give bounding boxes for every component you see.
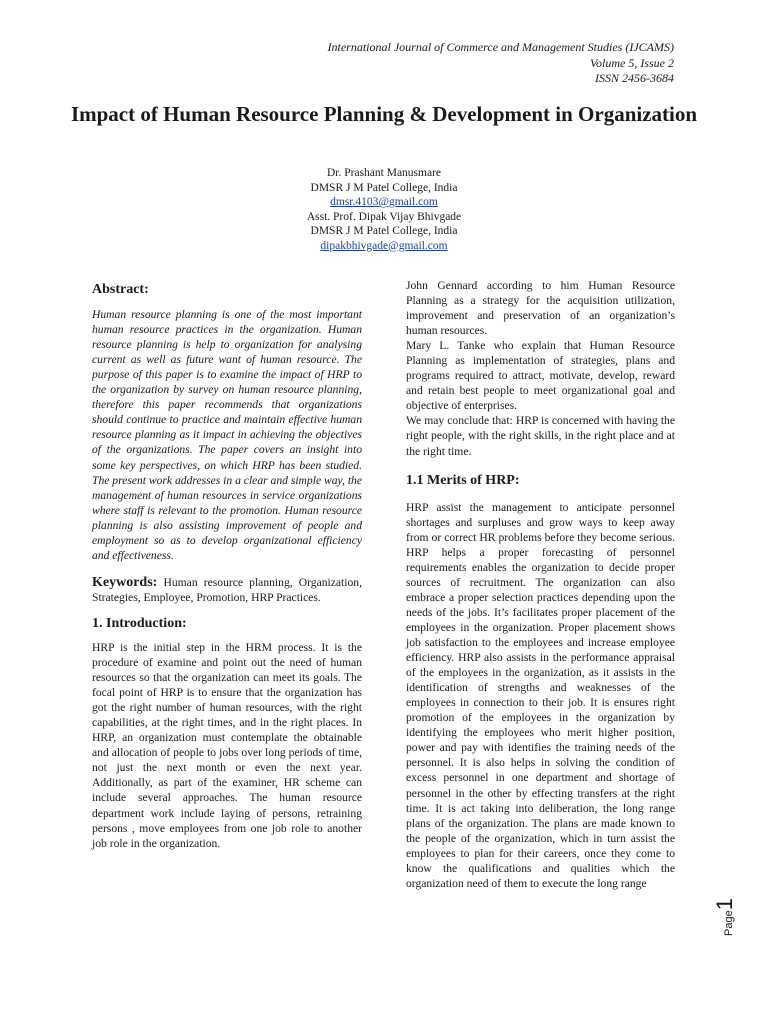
right-column (406, 278, 675, 891)
author-affiliation: DMSR J M Patel College, India (310, 225, 458, 237)
conclusion-paragraph: We may conclude that: HRP is concerned with having the right people, with the right skills, in the right place and at the right time. (406, 414, 675, 458)
author-name: Dr. Prashant Manusmare (326, 167, 442, 179)
abstract-heading: Abstract: (92, 282, 149, 297)
journal-volume: Volume 5, Issue 2 (590, 55, 674, 70)
merits-text: HRP assist the management to anticipate personnel shortages and surpluses and grow ways to keep away from or correct HR problems before they become serious. HRP helps a proper forecasting of personnel requirements enables the organization to decide proper sources of recruitment. The organization can also embrace a proper selection practices depending upon the needs of the jobs. It’s facilitates proper placement of the employees in the organization. Proper placement shows job satisfaction to the employees and increase employee efficiency. HRP also assists in the performance appraisal of the employees in the organization, as it assists in the identification of strengths and weaknesses of the employees in connection to their job. It is ensures right promotion of the employees in the organization by identifying the employees who merit higher position, power and pay with identifies the training needs of the personnel. It is also helps in solving the condition of excess personnel in one department and shortage of personnel in the other by effecting transfers at the right time. It is act taking into deliberation, the long range plans of the organization. The plans are made known to the people of the organization, which in turn assist the employees to plan for their careers, once they come to know the qualifications and qualities which the organization need of them to execute the long range (406, 500, 675, 890)
gennard-definition: John Gennard according to him Human Resource Planning as a strategy for the acquisition utilization, improvement and preservation of an organization’s human resources. (406, 279, 675, 338)
page-number (712, 898, 738, 936)
keywords-label: Keywords: (92, 574, 158, 590)
left-column (92, 278, 362, 851)
tanke-definition: Mary L. Tanke who explain that Human Resource Planning as implementation of strategies, plans and programs required to attract, motivate, develop, reward and retain best people to meet organizational goal and objective of enterprises. (406, 339, 675, 413)
keywords (92, 575, 362, 605)
author-email-link[interactable]: dipakbhivgade@gmail.com (320, 239, 448, 252)
introduction-text: HRP is the initial step in the HRM process. It is the procedure of examine and point out the need of human resources so that the organization can meet its goals. The focal point of HRP is to ensure that the organization has got the right number of human resources, with the right capabilities, at the right times, and in the right places. In HRP, an organization must contemplate the obtainable and allocation of people to jobs over long periods of time, not just the next month or even the next year. Additionally, as part of the examiner, HR scheme can include several approaches. The human resource department work include laying of persons, retraining persons , move employees from one job role to another job role in the organization. (92, 640, 362, 850)
paper-title: Impact of Human Resource Planning & Development in Organization (70, 102, 698, 126)
introduction-heading: 1. Introduction: (92, 615, 187, 631)
author-name: Asst. Prof. Dipak Vijay Bhivgade (306, 210, 462, 223)
merits-heading: 1.1 Merits of HRP: (406, 472, 520, 488)
journal-issn: ISSN 2456-3684 (595, 71, 674, 85)
author-email-link[interactable]: dmsr.4103@gmail.com (330, 196, 438, 208)
page-number-value: 1 (712, 898, 737, 911)
page-label: Page (723, 910, 735, 936)
abstract-text: Human resource planning is one of the most important human resource practices in the organization. Human resource planning is help to organization for analysing current as well as future want of human resource. The purpose of this paper is to examine the impact of HRP to the organization by survey on human resource planning, therefore this paper recommends that organizations should continue to practice and maintain effective human resource planning as it impact in achieving the objectives of the organizations. The paper covers an insight into some key perspectives, on which HRP has been studied. The present work addresses in a clear and simple way, the management of human resources in service organizations where staff is relevant to the promotion. Human resource planning is also assisting improvement of people and employment so as to develop organizational efficiency and effectiveness. (92, 308, 362, 562)
journal-header (328, 40, 675, 87)
keywords-text: Human resource planning, Organization, Strategies, Employee, Promotion, HRP Practices. (92, 575, 362, 604)
author-block (184, 166, 584, 253)
author-affiliation: DMSR J M Patel College, India (310, 181, 458, 194)
journal-name: International Journal of Commerce and Management Studies (IJCAMS) (327, 40, 674, 54)
